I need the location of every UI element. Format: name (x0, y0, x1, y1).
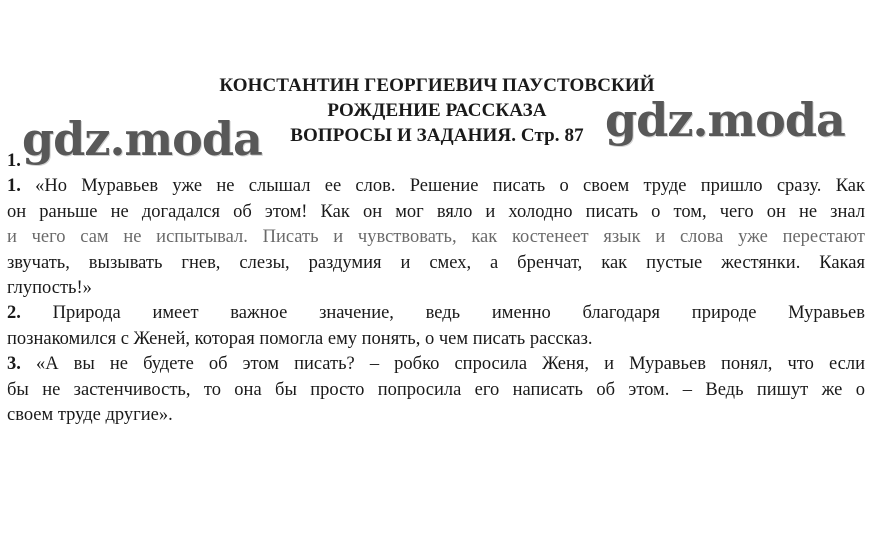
watermark-left: gdz.moda (22, 112, 262, 166)
item-1-label: 1. (7, 151, 21, 171)
answer-2-number: 2. (7, 303, 21, 324)
story-title: РОЖДЕНИЕ РАССКАЗА (327, 100, 547, 121)
answer-1-line: он раньше не догадался об этом! Как он мог вяло и холодно писать о том, чего он не знал (7, 201, 865, 222)
answer-1-line: звучать, вызывать гнев, слезы, раздумия и смех, а бренчат, как пустые жестянки. Какая (7, 252, 865, 273)
answer-3-line: своем труде другие». (7, 405, 173, 426)
answer-3-number: 3. (7, 354, 21, 375)
answer-3-line: 3. «А вы не будете об этом писать? – робко спросила Женя, и Муравьев понял, что если (7, 354, 865, 375)
watermark-right: gdz.moda (605, 93, 845, 147)
section-heading: ВОПРОСЫ И ЗАДАНИЯ. Стр. 87 (290, 125, 584, 146)
answer-1-line: глупость!» (7, 278, 92, 299)
answers-body (7, 149, 865, 428)
author-heading: КОНСТАНТИН ГЕОРГИЕВИЧ ПАУСТОВСКИЙ (219, 75, 655, 96)
answer-1-number: 1. (7, 176, 21, 197)
answer-2-line: 2. Природа имеет важное значение, ведь именно благодаря природе Муравьев (7, 303, 865, 324)
answer-3-line: бы не застенчивость, то она бы просто попросила его написать об этом. – Ведь пишут же о (7, 379, 865, 400)
answer-2-line: познакомился с Женей, которая помогла ему понять, о чем писать рассказ. (7, 328, 593, 349)
answer-1-line: 1. «Но Муравьев уже не слышал ее слов. Решение писать о своем труде пришло сразу. Как (7, 176, 865, 197)
answer-1-line: и чего сам не испытывал. Писать и чувствовать, как костенеет язык и слова уже перестают (7, 227, 865, 248)
